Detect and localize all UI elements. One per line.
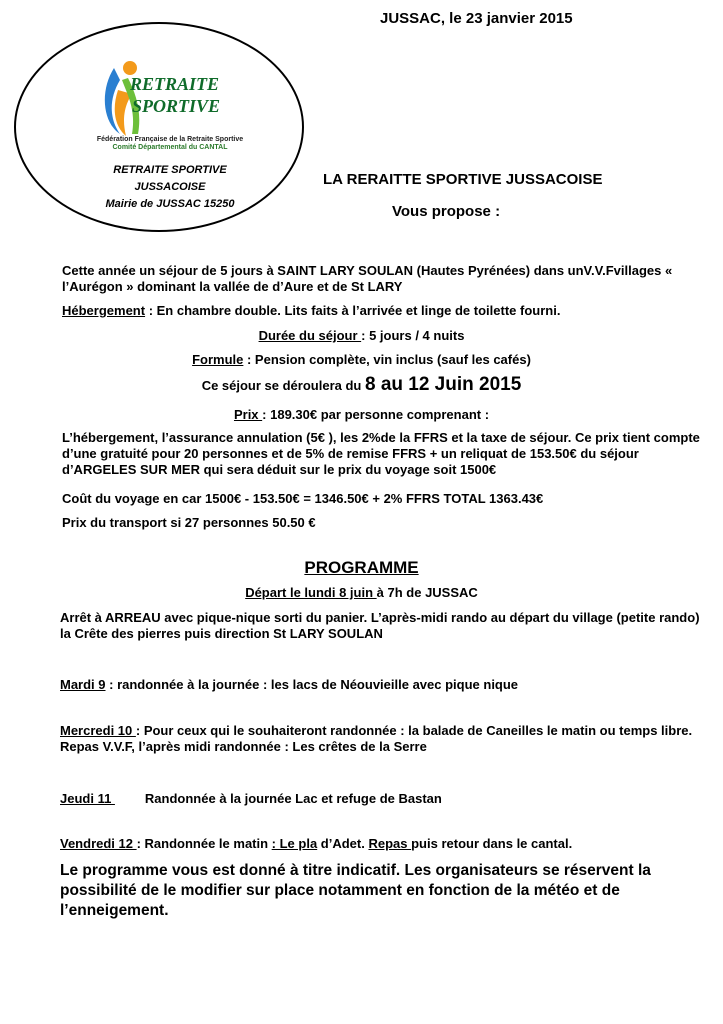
- prix-text: par personne comprenant :: [317, 407, 490, 422]
- vendredi-line: [60, 836, 710, 852]
- vendredi-text2: d’Adet.: [317, 836, 369, 851]
- formule-line: [0, 352, 723, 368]
- depart-label: Départ le lundi 8 juin: [245, 585, 377, 600]
- mardi-text: : randonnée à la journée : les lacs de Néouvieille avec pique nique: [105, 677, 519, 692]
- prix-sep: :: [262, 407, 271, 422]
- prix-label: Prix: [233, 407, 263, 422]
- programme-heading: PROGRAMME: [304, 558, 419, 577]
- prix-amount: 189.30€: [270, 407, 318, 422]
- vendredi-text3: puis retour dans le cantal.: [411, 836, 573, 851]
- vendredi-text1: : Randonnée le matin: [136, 836, 272, 851]
- page-subtitle: Vous propose :: [392, 203, 501, 220]
- duree-label: Durée du séjour: [258, 328, 362, 343]
- sejour-line: [0, 374, 723, 396]
- vendredi-label: Vendredi 12: [60, 836, 137, 851]
- cout-line: Coût du voyage en car 1500€ - 153.50€ = 1346.50€ + 2% FFRS TOTAL 1363.43€: [62, 491, 544, 506]
- formule-label: Formule: [192, 352, 244, 367]
- duree-text: : 5 jours / 4 nuits: [361, 328, 465, 343]
- date-line: JUSSAC, le 23 janvier 2015: [380, 10, 573, 27]
- retraite-sportive-logo: [92, 50, 242, 150]
- mercredi-paragraph: [60, 723, 710, 755]
- mardi-label: Mardi 9: [60, 677, 106, 692]
- vendredi-link: : Le pla: [271, 836, 318, 851]
- mardi-line: [60, 677, 710, 693]
- logo-sportive: SPORTIVE: [132, 96, 221, 116]
- depart-text: à 7h de JUSSAC: [376, 585, 478, 600]
- sejour-prefix: Ce séjour se déroulera du: [201, 378, 365, 393]
- transport-line: [62, 515, 702, 531]
- arret-paragraph: Arrêt à ARREAU avec pique-nique sorti du panier. L’après-midi rando au départ du village (petite rando) la Crête des pierres puis direction St LARY SOULAN: [60, 610, 700, 641]
- sejour-dates: 8 au 12 Juin 2015: [364, 374, 522, 395]
- intro-paragraph: Cette année un séjour de 5 jours à SAINT LARY SOULAN (Hautes Pyrénées) dans unV.V.Fvillages « l’Aurégon » dominant la vallée de d’Aure et de St LARY: [62, 263, 673, 294]
- page-title: LA RERAITTE SPORTIVE JUSSACOISE: [323, 171, 603, 188]
- mercredi-label: Mercredi 10: [60, 723, 136, 738]
- prix-detail-paragraph: L’hébergement, l’assurance annulation (5€ ), les 2%de la FFRS et la taxe de séjour. Ce prix tient compte d’une gratuité pour 20 personnes et de 5% de remise FFRS + un reliquat de 153.50€ du séjour d’ARGELES SUR MER qui sera déduit sur le prix du voyage soit 1500€: [62, 430, 700, 477]
- programme-note: Le programme vous est donné à titre indicatif. Les organisateurs se réservent la possibilité de le modifier sur place notamment en fonction de la météo et de l’enneigement.: [60, 862, 651, 919]
- jeudi-line: [60, 791, 710, 807]
- vendredi-repas: Repas: [368, 836, 412, 851]
- duree-line: [0, 328, 723, 344]
- comite-text: Comité Départemental du CANTAL: [112, 144, 228, 151]
- org-line3: Mairie de JUSSAC 15250: [105, 198, 235, 210]
- prix-line: [0, 407, 723, 423]
- org-line2: JUSSACOISE: [134, 181, 206, 193]
- formule-text: : Pension complète, vin inclus (sauf les cafés): [243, 352, 531, 367]
- federation-text: Fédération Française de la Retraite Sportive: [96, 136, 244, 143]
- org-line1: RETRAITE SPORTIVE: [113, 164, 227, 176]
- jeudi-text: Randonnée à la journée Lac et refuge de Bastan: [144, 791, 442, 806]
- transport-amount: 50.50 €: [272, 515, 316, 530]
- logo-retraite: RETRAITE: [130, 74, 220, 94]
- jeudi-label: Jeudi 11: [60, 791, 115, 806]
- mercredi-text: : Pour ceux qui le souhaiteront randonnée : la balade de Caneilles le matin ou temps libre. Repas V.V.F, l’après midi randonnée : Les crêtes de la Serre: [60, 723, 693, 754]
- depart-line: [0, 585, 723, 601]
- transport-text: Prix du transport si 27 personnes: [62, 515, 273, 530]
- organisation-address: [60, 162, 280, 213]
- hebergement-line: [62, 303, 702, 319]
- hebergement-text: : En chambre double. Lits faits à l’arrivée et linge de toilette fourni.: [145, 303, 561, 318]
- hebergement-label: Hébergement: [62, 303, 146, 318]
